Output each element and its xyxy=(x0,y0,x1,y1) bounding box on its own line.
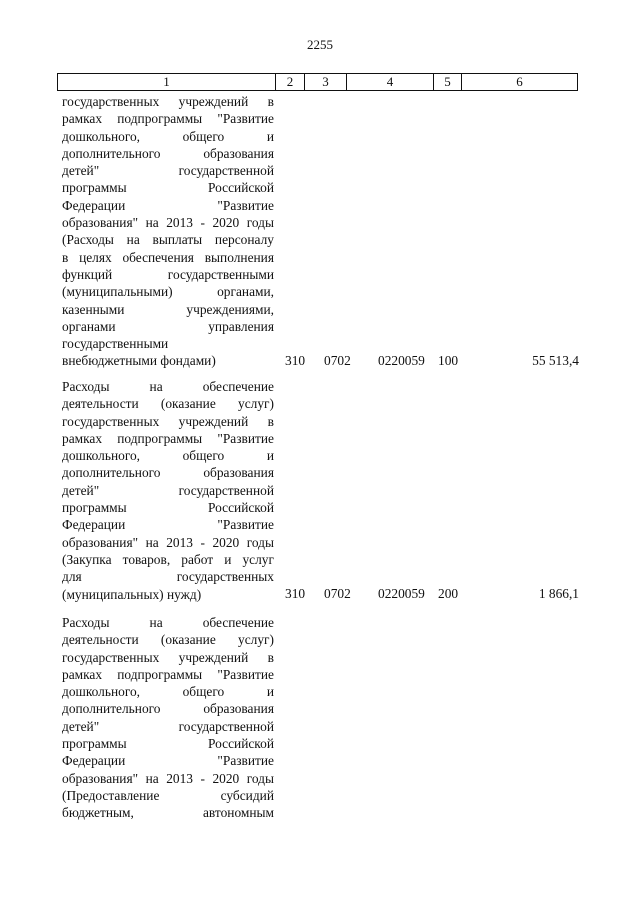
row-description xyxy=(62,378,274,603)
header-col-2: 2 xyxy=(276,74,305,90)
desc-line: дополнительного образования xyxy=(62,145,274,161)
desc-line: (Расходы на выплаты персоналу xyxy=(62,232,274,248)
desc-line: рамках подпрограммы "Развитие xyxy=(62,430,274,446)
desc-line: Федерации "Развитие xyxy=(62,517,274,533)
col-3-value: 0702 xyxy=(324,586,351,601)
desc-line: программы Российской xyxy=(62,180,274,196)
desc-line: (муниципальными) органами, xyxy=(62,284,274,300)
col-6-value: 1 866,1 xyxy=(538,586,579,601)
col-6-value: 55 513,4 xyxy=(532,353,579,368)
desc-line: Федерации "Развитие xyxy=(62,197,274,213)
page-number: 2255 xyxy=(307,37,333,52)
desc-line: государственных учреждений в xyxy=(62,649,274,665)
desc-line: Расходы на обеспечение xyxy=(62,379,274,394)
header-col-4: 4 xyxy=(347,74,434,90)
row-description xyxy=(62,93,274,370)
table-header xyxy=(57,73,578,91)
desc-line: деятельности (оказание услуг) xyxy=(62,632,274,648)
col-4-value: 0220059 xyxy=(378,353,425,368)
header-col-1: 1 xyxy=(58,74,276,90)
desc-line: органами управления xyxy=(62,318,274,334)
col-4-value: 0220059 xyxy=(378,586,425,601)
desc-line: функций государственными xyxy=(62,266,274,282)
desc-line: государственных учреждений в xyxy=(62,413,274,429)
desc-line: дошкольного, общего и xyxy=(62,128,274,144)
desc-line: Федерации "Развитие xyxy=(62,753,274,769)
desc-line: (Закупка товаров, работ и услуг xyxy=(62,551,274,567)
col-2-value: 310 xyxy=(285,586,306,601)
desc-line: государственных учреждений в xyxy=(62,94,274,109)
desc-line: государственными xyxy=(62,336,169,352)
desc-line: деятельности (оказание услуг) xyxy=(62,396,274,412)
header-col-5: 5 xyxy=(434,74,462,90)
desc-line: образования" на 2013 - 2020 годы xyxy=(62,770,274,786)
desc-line: (муниципальных) нужд) xyxy=(62,586,202,602)
desc-line: в целях обеспечения выполнения xyxy=(62,249,274,265)
desc-line: детей" государственной xyxy=(62,482,274,498)
desc-line: программы Российской xyxy=(62,500,274,516)
header-col-6: 6 xyxy=(516,74,523,89)
desc-line: дошкольного, общего и xyxy=(62,684,274,700)
desc-line: бюджетным, автономным xyxy=(62,805,274,821)
col-5-value: 200 xyxy=(438,586,459,601)
header-col-3: 3 xyxy=(305,74,347,90)
desc-line: рамках подпрограммы "Развитие xyxy=(62,666,274,682)
desc-line: внебюджетными фондами) xyxy=(62,353,216,369)
desc-line: для государственных xyxy=(62,569,274,585)
desc-line: дополнительного образования xyxy=(62,465,274,481)
desc-line: детей" государственной xyxy=(62,163,274,179)
desc-line: образования" на 2013 - 2020 годы xyxy=(62,534,274,550)
desc-line: образования" на 2013 - 2020 годы xyxy=(62,215,274,231)
desc-line: дошкольного, общего и xyxy=(62,448,274,464)
desc-line: детей" государственной xyxy=(62,718,274,734)
col-5-value: 100 xyxy=(438,353,459,368)
col-3-value: 0702 xyxy=(324,353,351,368)
desc-line: (Предоставление субсидий xyxy=(62,787,274,803)
desc-line: программы Российской xyxy=(62,736,274,752)
desc-line: дополнительного образования xyxy=(62,701,274,717)
desc-line: казенными учреждениями, xyxy=(62,301,274,317)
desc-line: Расходы на обеспечение xyxy=(62,615,274,630)
row-description xyxy=(62,614,274,822)
desc-line: рамках подпрограммы "Развитие xyxy=(62,111,274,127)
col-2-value: 310 xyxy=(285,353,306,368)
